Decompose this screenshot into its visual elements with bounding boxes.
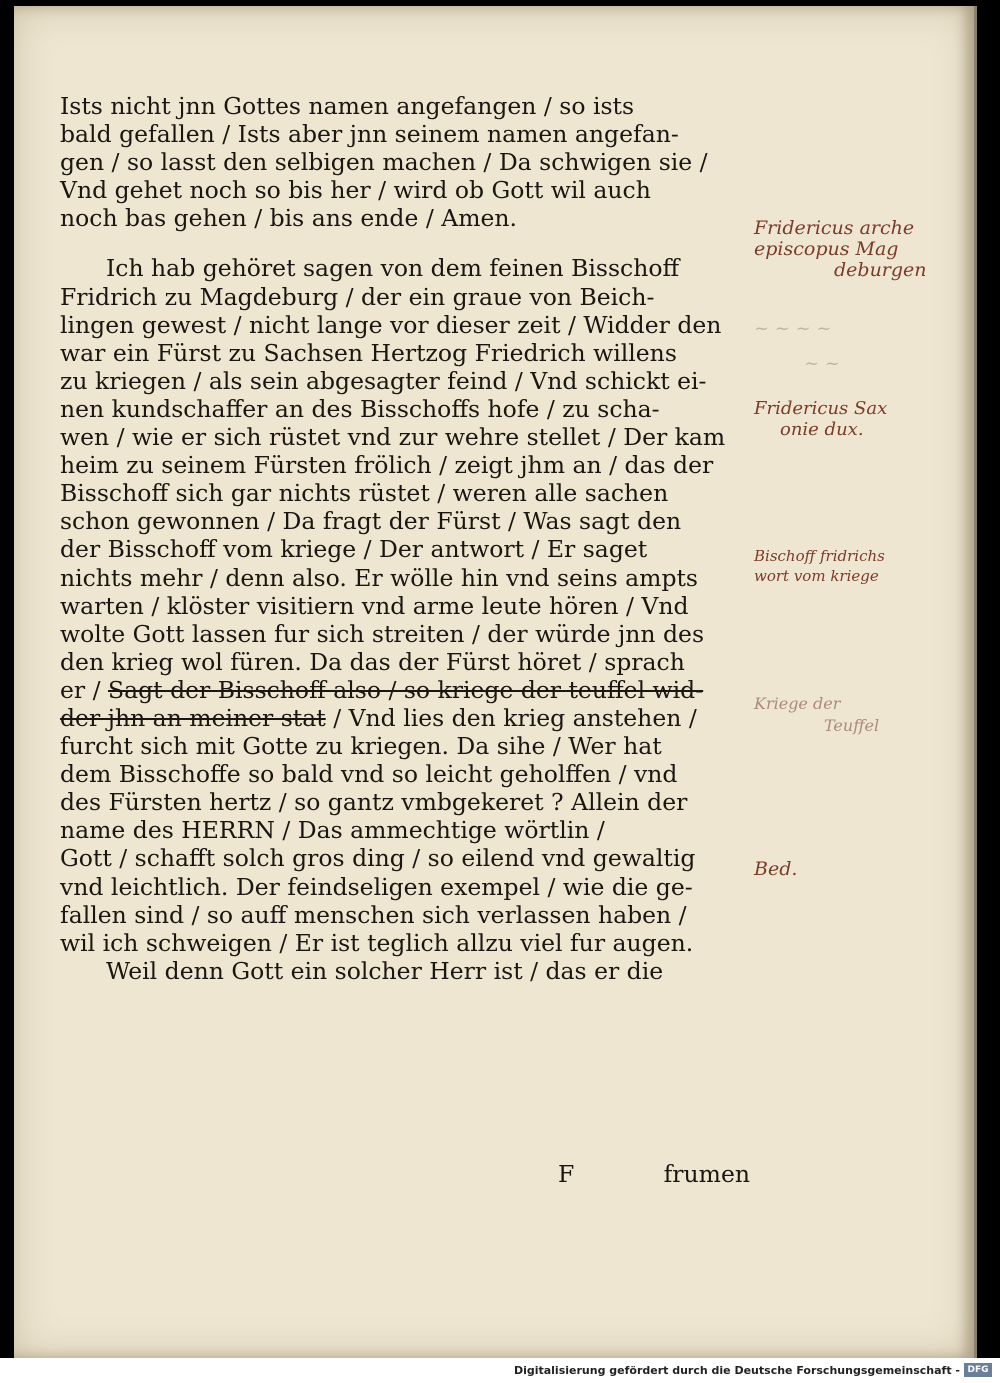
footer-bar [0,1358,1000,1383]
margin-note-line: onie dux. [780,419,864,440]
text-line: Bisschoff sich gar nichts rüstet / weren alle sachen [60,479,669,508]
margin-note [754,546,885,586]
margin-note-line: deburgen [834,259,927,281]
faded-scribble: ~ ~ ~ ~ [754,318,832,339]
margin-note-line: episcopus Mag [754,238,899,260]
text-line: nen kundschaffer an des Bisschoffs hofe / zu scha- [60,394,660,423]
text-line: war ein Fürst zu Sachsen Hertzog Friedrich willens [60,338,677,367]
text-line: dem Bisschoffe so bald vnd so leicht geholffen / vnd [60,760,678,789]
text-line: der Bisschoff vom kriege / Der antwort / Er saget [60,535,648,564]
text-line: den krieg wol füren. Da das der Fürst höret / sprach [60,647,685,676]
text-line: Fridrich zu Magdeburg / der ein graue von Beich- [60,282,655,311]
margin-note-line: Fridericus Sax [754,398,888,419]
text-fragment: / Vnd lies den krieg anstehen / [325,703,697,732]
text-line: Ich hab gehöret sagen von dem feinen Bisschoff [106,254,680,283]
margin-note [754,693,879,737]
text-line: heim zu seinem Fürsten frölich / zeigt jhm an / das der [60,451,714,480]
page-footer-line [60,1160,750,1190]
funding-credit: Digitalisierung gefördert durch die Deutsche Forschungsgemeinschaft - [513,1364,960,1377]
text-line: Weil denn Gott ein solcher Herr ist / das er die [106,956,664,985]
struck-text: der jhn an meiner stat [60,703,326,732]
text-line: wolte Gott lassen fur sich streiten / der würde jnn des [60,619,705,648]
main-text-block [60,92,750,1188]
text-line-with-strikethrough [60,704,750,732]
text-line: name des HERRN / Das ammechtige wörtlin / [60,816,605,845]
paragraph-gap [60,232,750,254]
faded-scribble: ~ ~ [804,353,840,374]
dfg-logo: DFG [964,1363,992,1377]
struck-text: Sagt der Bisschoff also / so kriege der teuffel wid- [108,675,704,704]
text-line: nichts mehr / denn also. Er wölle hin vnd seins ampts [60,563,698,592]
text-line: wil ich schweigen / Er ist teglich allzu viel fur augen. [60,928,694,957]
margin-note-line: wort vom kriege [754,567,879,585]
text-line: gen / so lasst den selbigen machen / Da schwigen sie / [60,148,708,177]
text-line: noch bas gehen / bis ans ende / Amen. [60,204,517,233]
text-line: furcht sich mit Gotte zu kriegen. Da sihe / Wer hat [60,732,662,761]
margin-note: Bed. [754,858,798,880]
text-line: zu kriegen / als sein abgesagter feind / Vnd schickt ei- [60,366,707,395]
margin-note-line: Kriege der [754,694,841,713]
text-line: warten / klöster visitiern vnd arme leute hören / Vnd [60,591,689,620]
text-line: bald gefallen / Ists aber jnn seinem namen angefan- [60,120,679,149]
signature-mark: F [558,1160,575,1188]
margin-note [754,398,887,440]
margin-note-line: Fridericus arche [754,217,915,239]
text-line: Ists nicht jnn Gottes namen angefangen / so ists [60,92,635,120]
text-line: des Fürsten hertz / so gantz vmbgekeret ? Allein der [60,788,688,817]
text-line: fallen sind / so auff menschen sich verlassen haben / [60,900,687,929]
text-fragment: er / [60,675,108,704]
catchword: frumen [663,1160,750,1188]
margin-note-line: Teuffel [824,716,880,735]
text-line: schon gewonnen / Da fragt der Fürst / Was sagt den [60,507,682,536]
text-line: Gott / schafft solch gros ding / so eilend vnd gewaltig [60,844,696,873]
book-page [14,6,977,1358]
margin-note [754,218,927,281]
margin-note-line: Bischoff fridrichs [754,547,885,565]
text-line: wen / wie er sich rüstet vnd zur wehre stellet / Der kam [60,423,726,452]
text-line: Vnd gehet noch so bis her / wird ob Gott wil auch [60,176,651,205]
text-line: vnd leichtlich. Der feindseligen exempel / wie die ge- [60,872,693,901]
text-line: lingen gewest / nicht lange vor dieser zeit / Widder den [60,310,722,339]
text-line-with-strikethrough [60,676,750,704]
